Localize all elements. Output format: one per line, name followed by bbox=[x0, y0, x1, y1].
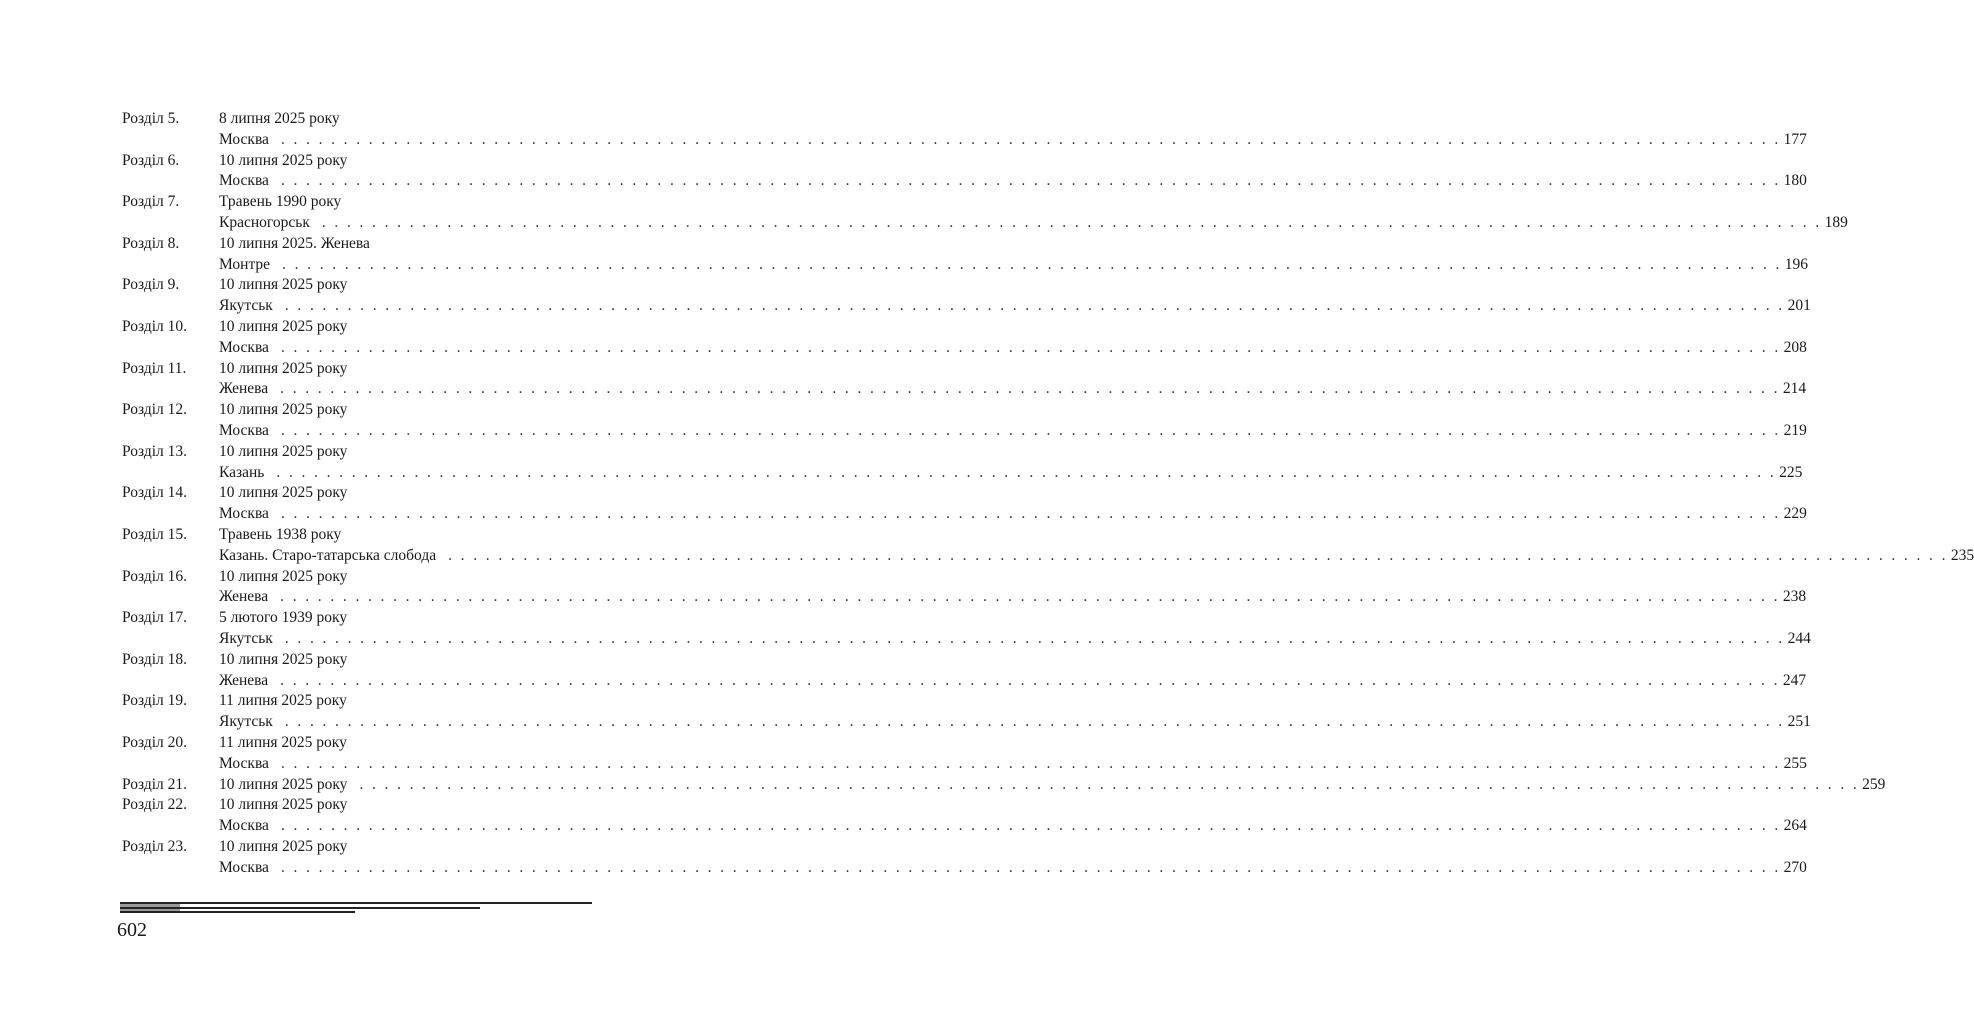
chapter-place: Якутськ bbox=[219, 629, 273, 647]
footer-rules bbox=[120, 902, 592, 916]
page-ref: 235 bbox=[1950, 546, 1974, 564]
chapter-label: Розділ 11. bbox=[122, 359, 187, 377]
chapter-heading: 10 липня 2025 року bbox=[219, 484, 348, 502]
chapter-place: Москва bbox=[219, 505, 269, 523]
toc-entry bbox=[122, 525, 1974, 567]
dot-leader: . . . . . . . . . . . . . . . . . . . . . . . . . . . . . . . . . . . . . . . . . . . . . . . . . . . . . . . . . . . . . . . . . . . . . . . . . . . . . . . . . . . . . . . . . . . . . . . . . . . . . . . . . . . . . . . . . . . . . . . . bbox=[284, 297, 1785, 315]
chapter-heading: 8 липня 2025 року bbox=[219, 110, 340, 127]
toc-entry bbox=[122, 151, 1807, 193]
page-ref: 270 bbox=[1783, 858, 1807, 876]
chapter-label: Розділ 8. bbox=[122, 234, 180, 252]
chapter-place: Москва bbox=[219, 754, 269, 772]
toc-entry bbox=[122, 795, 1807, 837]
page-ref: 251 bbox=[1787, 713, 1811, 731]
chapter-label: Розділ 14. bbox=[122, 484, 188, 502]
page-ref: 189 bbox=[1824, 213, 1848, 231]
toc-entry bbox=[122, 567, 1807, 609]
chapter-label: Розділ 15. bbox=[122, 525, 188, 543]
chapter-heading: 11 липня 2025 року bbox=[219, 733, 347, 751]
table-of-contents bbox=[122, 109, 1974, 878]
toc-entry bbox=[122, 442, 1803, 484]
chapter-place: Москва bbox=[219, 817, 269, 835]
chapter-label: Розділ 9. bbox=[122, 276, 180, 294]
chapter-place: Москва bbox=[219, 130, 269, 148]
dot-leader: . . . . . . . . . . . . . . . . . . . . . . . . . . . . . . . . . . . . . . . . . . . . . . . . . . . . . . . . . . . . . . . . . . . . . . . . . . . . . . . . . . . . . . . . . . . . . . . . . . . . . . . . . . . . . . . . . . . . . . . . bbox=[280, 671, 1780, 689]
chapter-label: Розділ 6. bbox=[122, 151, 180, 169]
dot-leader: . . . . . . . . . . . . . . . . . . . . . . . . . . . . . . . . . . . . . . . . . . . . . . . . . . . . . . . . . . . . . . . . . . . . . . . . . . . . . . . . . . . . . . . . . . . . . . . . . . . . . . . . . . . . . . . . . . . . . . . . bbox=[280, 421, 1781, 439]
chapter-label: Розділ 13. bbox=[122, 442, 188, 460]
page-ref: 259 bbox=[1862, 775, 1886, 793]
chapter-heading: 10 липня 2025 року bbox=[219, 442, 348, 460]
chapter-heading: 10 липня 2025 року bbox=[219, 796, 348, 814]
chapter-heading: 10 липня 2025 року bbox=[219, 401, 348, 419]
chapter-label: Розділ 5. bbox=[122, 110, 180, 127]
dot-leader: . . . . . . . . . . . . . . . . . . . . . . . . . . . . . . . . . . . . . . . . . . . . . . . . . . . . . . . . . . . . . . . . . . . . . . . . . . . . . . . . . . . . . . . . . . . . . . . . . . . . . . . . . . . . . . . . . . . . . . . . bbox=[321, 213, 1822, 231]
page-ref: 180 bbox=[1783, 172, 1807, 190]
page-ref: 264 bbox=[1783, 817, 1807, 835]
footer-rule-middle bbox=[120, 907, 480, 909]
chapter-place: Москва bbox=[219, 172, 269, 190]
toc-entry bbox=[122, 608, 1811, 650]
dot-leader: . . . . . . . . . . . . . . . . . . . . . . . . . . . . . . . . . . . . . . . . . . . . . . . . . . . . . . . . . . . . . . . . . . . . . . . . . . . . . . . . . . . . . . . . . . . . . . . . . . . . . . . . . . . . . . . . . . . . . . . . bbox=[284, 713, 1785, 731]
chapter-heading: 10 липня 2025 року bbox=[219, 151, 348, 169]
toc-entry bbox=[122, 837, 1807, 879]
chapter-heading: Травень 1938 року bbox=[219, 525, 342, 543]
toc-entry bbox=[122, 192, 1848, 234]
page-ref: 247 bbox=[1782, 671, 1807, 689]
toc-entry bbox=[122, 483, 1807, 525]
page-ref: 177 bbox=[1783, 130, 1807, 148]
dot-leader: . . . . . . . . . . . . . . . . . . . . . . . . . . . . . . . . . . . . . . . . . . . . . . . . . . . . . . . . . . . . . . . . . . . . . . . . . . . . . . . . . . . . . . . . . . . . . . . . . . . . . . . . . . . . . . . . . . . . . . . . bbox=[280, 858, 1781, 876]
chapter-label: Розділ 20. bbox=[122, 733, 188, 751]
toc-entry bbox=[122, 359, 1807, 401]
dot-leader: . . . . . . . . . . . . . . . . . . . . . . . . . . . . . . . . . . . . . . . . . . . . . . . . . . . . . . . . . . . . . . . . . . . . . . . . . . . . . . . . . . . . . . . . . . . . . . . . . . . . . . . . . . . . . . . . . . . . . . . . bbox=[359, 775, 1860, 793]
chapter-label: Розділ 22. bbox=[122, 796, 188, 814]
page-ref: 244 bbox=[1787, 629, 1811, 647]
toc-entry bbox=[122, 234, 1809, 276]
dot-leader: . . . . . . . . . . . . . . . . . . . . . . . . . . . . . . . . . . . . . . . . . . . . . . . . . . . . . . . . . . . . . . . . . . . . . . . . . . . . . . . . . . . . . . . . . . . . . . . . . . . . . . . . . . . . . . . . . . . . . . . . bbox=[280, 588, 1780, 606]
chapter-heading: 11 липня 2025 року bbox=[219, 692, 347, 710]
dot-leader: . . . . . . . . . . . . . . . . . . . . . . . . . . . . . . . . . . . . . . . . . . . . . . . . . . . . . . . . . . . . . . . . . . . . . . . . . . . . . . . . . . . . . . . . . . . . . . . . . . . . . . . . . . . . . . . . . . . . . . . . bbox=[280, 130, 1781, 148]
toc-entry bbox=[122, 775, 1886, 796]
chapter-label: Розділ 17. bbox=[122, 609, 188, 627]
toc-entry bbox=[122, 109, 1807, 151]
chapter-heading: 10 липня 2025 року bbox=[219, 359, 348, 377]
chapter-label: Розділ 10. bbox=[122, 317, 188, 335]
dot-leader: . . . . . . . . . . . . . . . . . . . . . . . . . . . . . . . . . . . . . . . . . . . . . . . . . . . . . . . . . . . . . . . . . . . . . . . . . . . . . . . . . . . . . . . . . . . . . . . . . . . . . . . . . . . . . . . . . . . . . . . . bbox=[280, 817, 1781, 835]
toc-entry bbox=[122, 691, 1811, 733]
toc-entry bbox=[122, 400, 1807, 442]
chapter-place: Монтре bbox=[219, 255, 271, 273]
chapter-place: Якутськ bbox=[219, 297, 273, 315]
dot-leader: . . . . . . . . . . . . . . . . . . . . . . . . . . . . . . . . . . . . . . . . . . . . . . . . . . . . . . . . . . . . . . . . . . . . . . . . . . . . . . . . . . . . . . . . . . . . . . . . . . . . . . . . . . . . . . . . . . . . . . . . bbox=[280, 380, 1780, 398]
footer-rule-top bbox=[120, 902, 592, 904]
page-ref: 196 bbox=[1784, 255, 1809, 273]
chapter-label: Розділ 19. bbox=[122, 692, 188, 710]
chapter-label: Розділ 21. bbox=[122, 775, 188, 793]
dot-leader: . . . . . . . . . . . . . . . . . . . . . . . . . . . . . . . . . . . . . . . . . . . . . . . . . . . . . . . . . . . . . . . . . . . . . . . . . . . . . . . . . . . . . . . . . . . . . . . . . . . . . . . . . . . . . . . . . . . . . . . . bbox=[284, 629, 1785, 647]
dot-leader: . . . . . . . . . . . . . . . . . . . . . . . . . . . . . . . . . . . . . . . . . . . . . . . . . . . . . . . . . . . . . . . . . . . . . . . . . . . . . . . . . . . . . . . . . . . . . . . . . . . . . . . . . . . . . . . . . . . . . . . . bbox=[280, 338, 1781, 356]
footer-rule-bottom bbox=[120, 911, 355, 913]
chapter-heading: 10 липня 2025 року bbox=[219, 837, 348, 855]
chapter-label: Розділ 12. bbox=[122, 401, 188, 419]
chapter-heading: 5 лютого 1939 року bbox=[219, 609, 348, 627]
dot-leader: . . . . . . . . . . . . . . . . . . . . . . . . . . . . . . . . . . . . . . . . . . . . . . . . . . . . . . . . . . . . . . . . . . . . . . . . . . . . . . . . . . . . . . . . . . . . . . . . . . . . . . . . . . . . . . . . . . . . . . . . bbox=[448, 546, 1948, 564]
chapter-heading: 10 липня 2025 року bbox=[219, 317, 348, 335]
chapter-place: Москва bbox=[219, 858, 269, 876]
page-number: 602 bbox=[117, 919, 147, 941]
dot-leader: . . . . . . . . . . . . . . . . . . . . . . . . . . . . . . . . . . . . . . . . . . . . . . . . . . . . . . . . . . . . . . . . . . . . . . . . . . . . . . . . . . . . . . . . . . . . . . . . . . . . . . . . . . . . . . . . . . . . . . . . bbox=[280, 505, 1781, 523]
chapter-place: Казань. Старо-татарська слобода bbox=[219, 546, 437, 564]
chapter-heading: 10 липня 2025 року bbox=[219, 567, 348, 585]
chapter-place: Казань bbox=[219, 463, 265, 481]
chapter-label: Розділ 18. bbox=[122, 650, 188, 668]
page-ref: 229 bbox=[1783, 505, 1807, 523]
page-ref: 238 bbox=[1782, 588, 1807, 606]
page-ref: 225 bbox=[1779, 463, 1803, 481]
chapter-place: Красногорськ bbox=[219, 213, 310, 231]
page-ref: 255 bbox=[1783, 754, 1807, 772]
chapter-place: Женева bbox=[219, 671, 269, 689]
chapter-place: Женева bbox=[219, 588, 269, 606]
chapter-label: Розділ 7. bbox=[122, 193, 180, 211]
chapter-heading: 10 липня 2025 року bbox=[219, 650, 348, 668]
toc-entry bbox=[122, 317, 1807, 359]
page-ref: 214 bbox=[1782, 380, 1807, 398]
toc-entry bbox=[122, 275, 1811, 317]
dot-leader: . . . . . . . . . . . . . . . . . . . . . . . . . . . . . . . . . . . . . . . . . . . . . . . . . . . . . . . . . . . . . . . . . . . . . . . . . . . . . . . . . . . . . . . . . . . . . . . . . . . . . . . . . . . . . . . . . . . . . . . . bbox=[282, 255, 1782, 273]
dot-leader: . . . . . . . . . . . . . . . . . . . . . . . . . . . . . . . . . . . . . . . . . . . . . . . . . . . . . . . . . . . . . . . . . . . . . . . . . . . . . . . . . . . . . . . . . . . . . . . . . . . . . . . . . . . . . . . . . . . . . . . . bbox=[276, 463, 1777, 481]
toc-entry bbox=[122, 650, 1807, 692]
dot-leader: . . . . . . . . . . . . . . . . . . . . . . . . . . . . . . . . . . . . . . . . . . . . . . . . . . . . . . . . . . . . . . . . . . . . . . . . . . . . . . . . . . . . . . . . . . . . . . . . . . . . . . . . . . . . . . . . . . . . . . . . bbox=[280, 754, 1781, 772]
chapter-label: Розділ 23. bbox=[122, 837, 188, 855]
chapter-label: Розділ 16. bbox=[122, 567, 188, 585]
chapter-heading: 10 липня 2025. Женева bbox=[219, 234, 370, 252]
chapter-heading: Травень 1990 року bbox=[219, 193, 342, 211]
page-ref: 219 bbox=[1783, 421, 1807, 439]
chapter-place: Москва bbox=[219, 421, 269, 439]
chapter-place: Якутськ bbox=[219, 713, 273, 731]
dot-leader: . . . . . . . . . . . . . . . . . . . . . . . . . . . . . . . . . . . . . . . . . . . . . . . . . . . . . . . . . . . . . . . . . . . . . . . . . . . . . . . . . . . . . . . . . . . . . . . . . . . . . . . . . . . . . . . . . . . . . . . . bbox=[280, 172, 1781, 190]
chapter-place: Москва bbox=[219, 338, 269, 356]
toc-entry bbox=[122, 733, 1807, 775]
chapter-heading: 10 липня 2025 року bbox=[219, 775, 348, 793]
chapter-place: Женева bbox=[219, 380, 269, 398]
chapter-heading: 10 липня 2025 року bbox=[219, 276, 348, 294]
page-ref: 208 bbox=[1783, 338, 1807, 356]
page-ref: 201 bbox=[1787, 297, 1811, 315]
